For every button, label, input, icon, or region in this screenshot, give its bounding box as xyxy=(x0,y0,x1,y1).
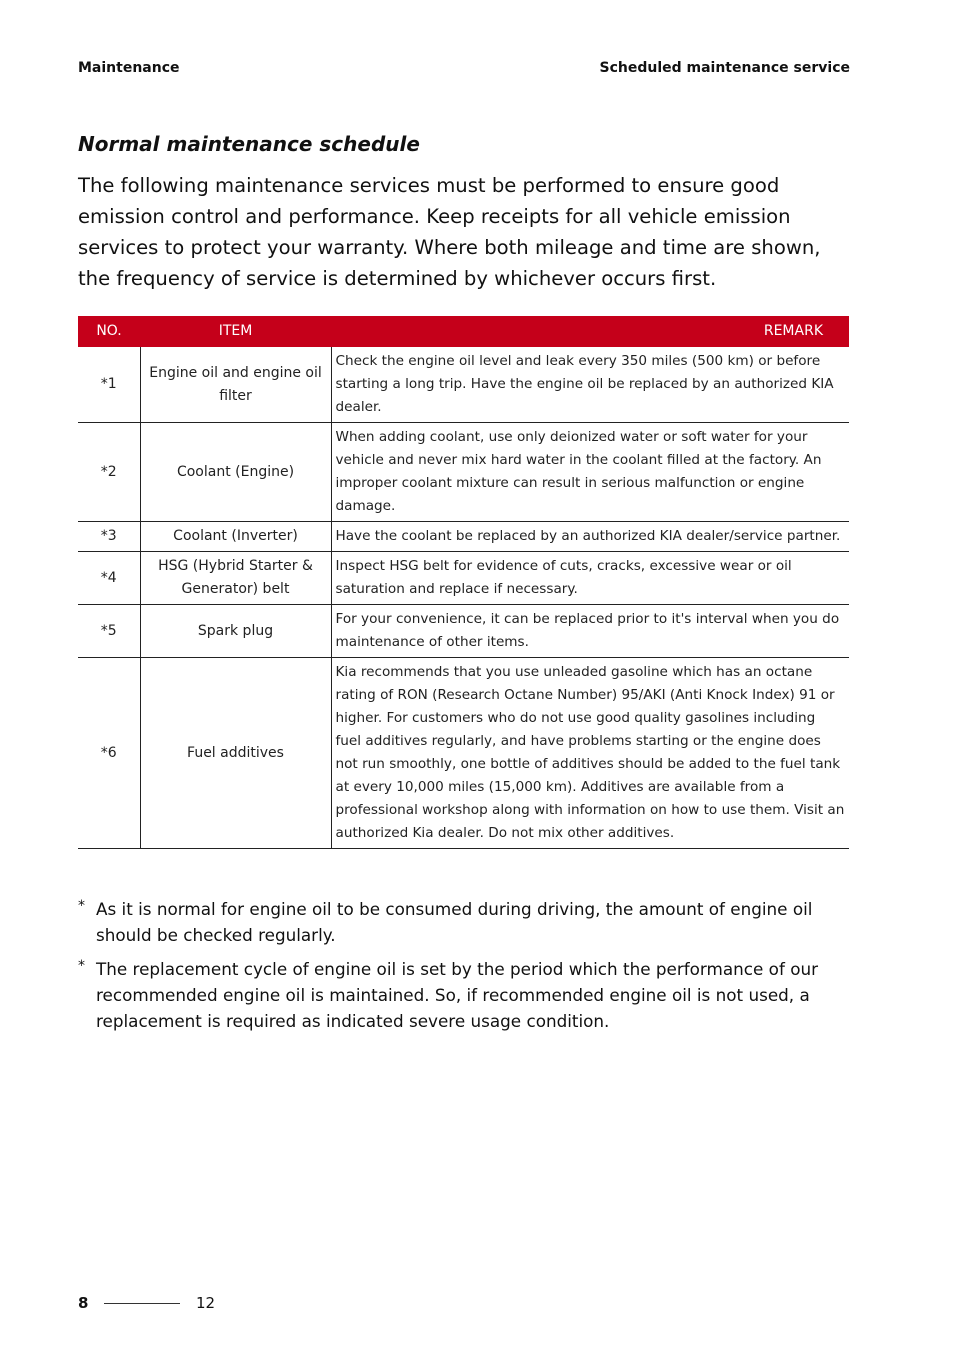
running-header-section: Maintenance xyxy=(78,60,180,76)
footnote-text: As it is normal for engine oil to be consumed during driving, the amount of engine oil should be checked regularly. xyxy=(96,899,813,945)
chapter-number: 8 xyxy=(78,1294,89,1312)
column-header-remark: REMARK xyxy=(331,316,849,347)
row-number: *1 xyxy=(78,347,140,423)
row-remark: Check the engine oil level and leak every 350 miles (500 km) or before starting a long trip. Have the engine oil be replaced by an authorized KIA dealer. xyxy=(331,347,849,423)
row-item: Spark plug xyxy=(140,605,331,658)
table-row xyxy=(78,658,849,849)
row-remark: For your convenience, it can be replaced prior to it's interval when you do maintenance of other items. xyxy=(331,605,849,658)
row-number: *6 xyxy=(78,658,140,849)
footnote-marker: * xyxy=(78,898,85,914)
footnote xyxy=(78,956,853,1034)
table-row xyxy=(78,423,849,522)
footer-divider xyxy=(104,1303,180,1304)
row-remark: Inspect HSG belt for evidence of cuts, cracks, excessive wear or oil saturation and replace if necessary. xyxy=(331,552,849,605)
row-number: *2 xyxy=(78,423,140,522)
row-item: HSG (Hybrid Starter & Generator) belt xyxy=(140,552,331,605)
intro-paragraph: The following maintenance services must be performed to ensure good emission control and performance. Keep receipts for all vehicle emission services to protect your warranty. Where both mileage and time are shown, the frequency of service is determined by whichever occurs first. xyxy=(78,174,821,290)
row-item: Engine oil and engine oil filter xyxy=(140,347,331,423)
table-header-row xyxy=(78,316,849,347)
row-remark: When adding coolant, use only deionized water or soft water for your vehicle and never mix hard water in the coolant filled at the factory. An improper coolant mixture can result in serious malfunction or engine damage. xyxy=(331,423,849,522)
table-row xyxy=(78,605,849,658)
row-number: *5 xyxy=(78,605,140,658)
footnote xyxy=(78,896,853,948)
row-item: Fuel additives xyxy=(140,658,331,849)
table-row xyxy=(78,522,849,552)
footnote-marker: * xyxy=(78,958,85,974)
row-remark: Kia recommends that you use unleaded gasoline which has an octane rating of RON (Research Octane Number) 95/AKI (Anti Knock Index) 91 or higher. For customers who do not use good quality gasolines including fuel additives regularly, and have problems starting or the engine does not run smoothly, one bottle of additives should be added to the fuel tank at every 10,000 miles (15,000 km). Additives are available from a professional workshop along with information on how to use them. Visit an authorized Kia dealer. Do not mix other additives. xyxy=(331,658,849,849)
running-header-chapter: Scheduled maintenance service xyxy=(599,60,850,76)
row-item: Coolant (Engine) xyxy=(140,423,331,522)
page-number: 12 xyxy=(196,1294,216,1312)
column-header-item: ITEM xyxy=(140,316,331,347)
row-remark: Have the coolant be replaced by an authorized KIA dealer/service partner. xyxy=(331,522,849,552)
footnotes xyxy=(78,896,853,1042)
maintenance-schedule-table xyxy=(78,316,849,849)
column-header-no: NO. xyxy=(78,316,140,347)
table-row xyxy=(78,347,849,423)
row-number: *4 xyxy=(78,552,140,605)
page-title: Normal maintenance schedule xyxy=(78,132,420,156)
row-item: Coolant (Inverter) xyxy=(140,522,331,552)
footnote-text: The replacement cycle of engine oil is set by the period which the performance of our recommended engine oil is maintained. So, if recommended engine oil is not used, a replacement is required as indicated severe usage condition. xyxy=(96,959,818,1031)
table-row xyxy=(78,552,849,605)
row-number: *3 xyxy=(78,522,140,552)
